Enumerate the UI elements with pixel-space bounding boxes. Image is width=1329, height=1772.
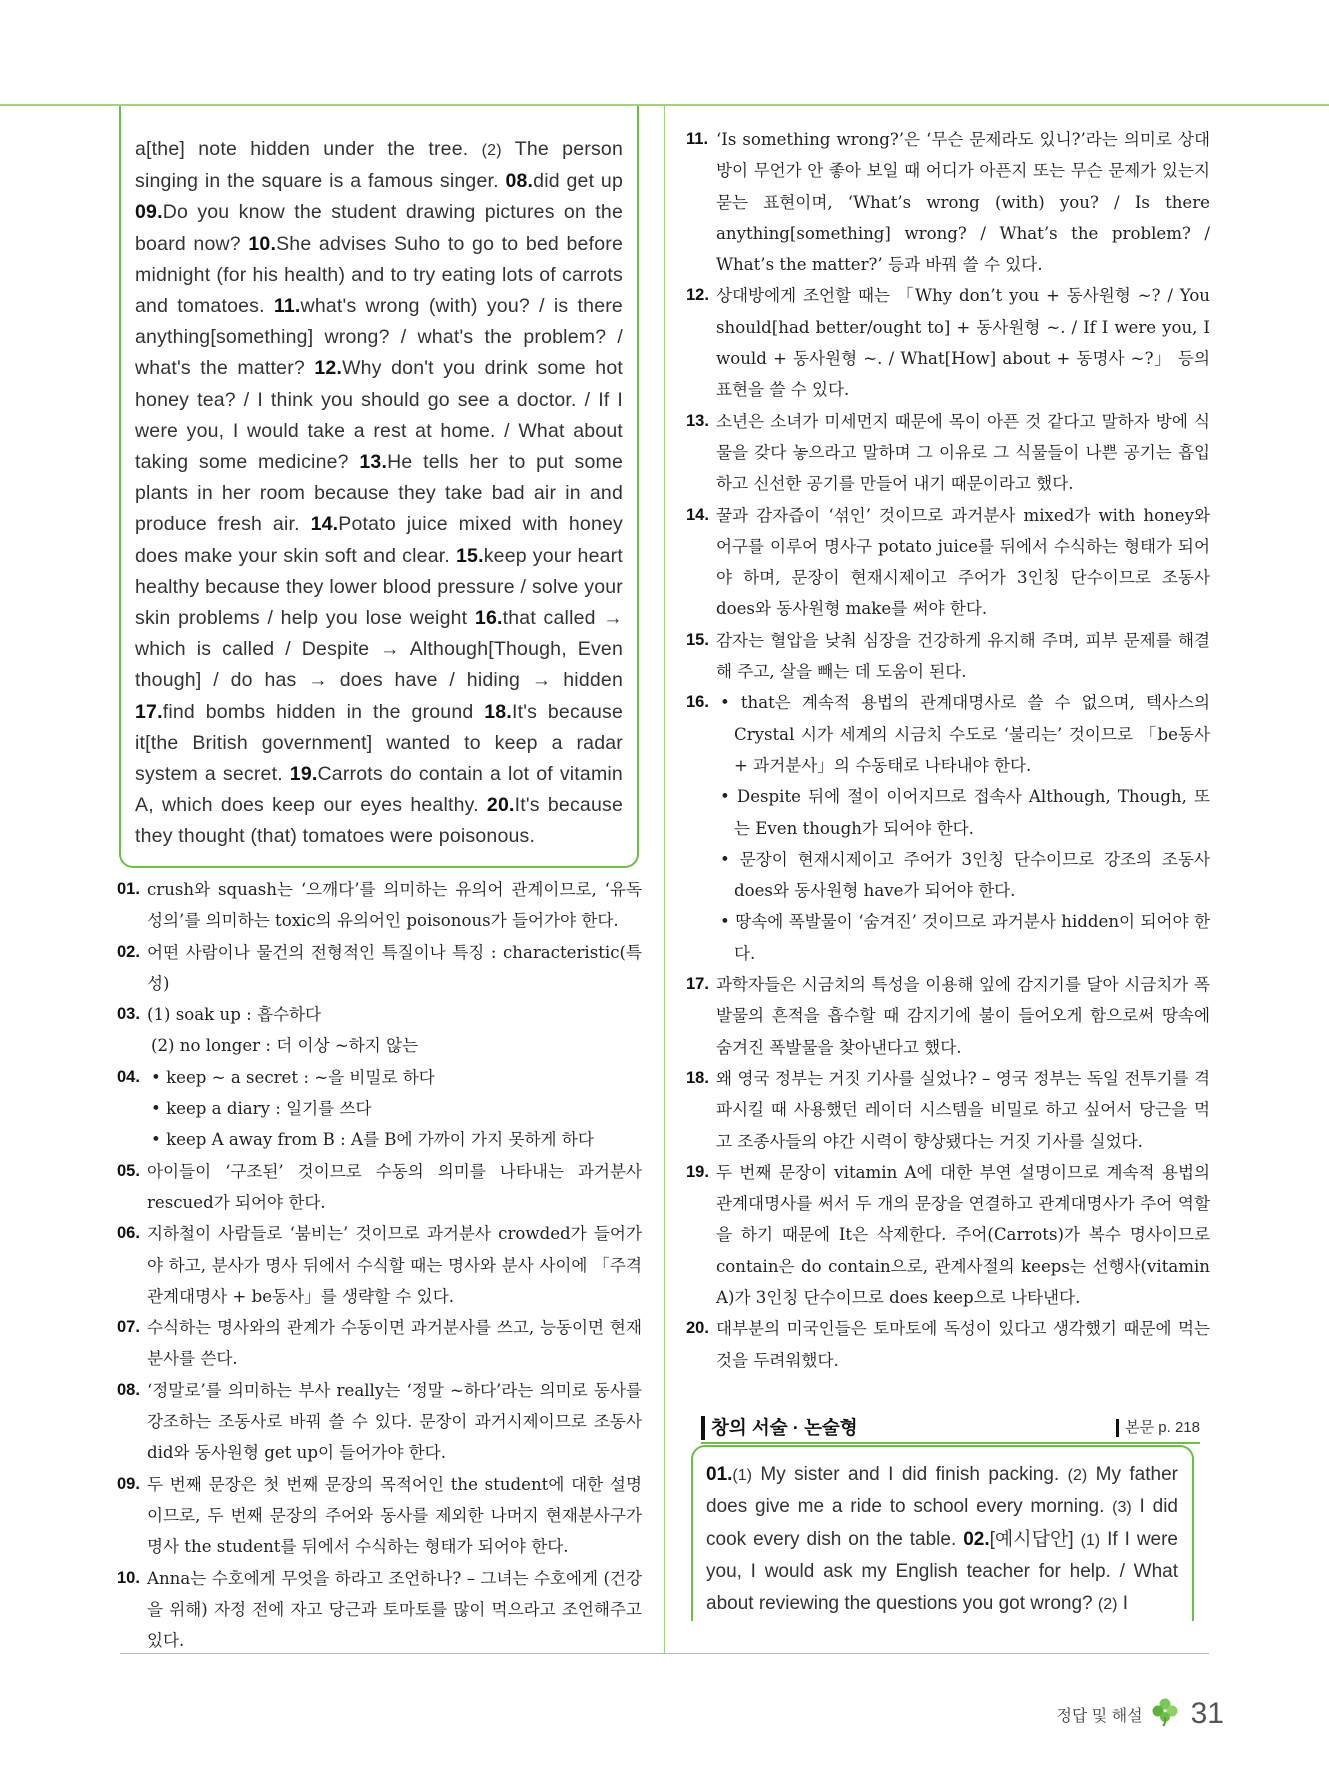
section-title: 창의 서술 · 논술형	[701, 1416, 864, 1440]
explanation-item: 02. 어떤 사람이나 물건의 전형적인 특질이나 특징 : characteristic(특성)	[117, 942, 642, 993]
page-reference: 본문 p. 218	[1116, 1419, 1200, 1437]
page-number: 31	[1190, 1697, 1224, 1730]
explanation-item: 20. 대부분의 미국인들은 토마토에 독성이 있다고 생각했기 때문에 먹는 것을 두려워했다.	[686, 1319, 1210, 1370]
explanation-item: 13. 소년은 소녀가 미세먼지 때문에 목이 아픈 것 같다고 말하자 방에 식물을 갖다 놓으라고 말하며 그 이유로 그 식물들이 나쁜 공기는 흡입하고 신선한 공기를 만들어 내기 때문이라고 했다.	[686, 411, 1210, 494]
explanation-item: 10. Anna는 수호에게 무엇을 하라고 조언하나? – 그녀는 수호에게 (건강을 위해) 자정 전에 자고 당근과 토마토를 많이 먹으라고 조언해주고 있다.	[117, 1568, 642, 1651]
footer-label: 정답 및 해설	[1056, 1707, 1143, 1725]
answer-box	[119, 106, 639, 868]
explanation-item: 18. 왜 영국 정부는 거짓 기사를 실었나? – 영국 정부는 독일 전투기를 격파시킬 때 사용했던 레이더 시스템을 비밀로 하고 싶어서 당근을 먹고 조종사들의 야간 시력이 향상됐다는 거짓 기사를 실었다.	[686, 1068, 1210, 1151]
column-divider	[664, 106, 665, 1653]
clover-icon	[1151, 1697, 1179, 1731]
explanation-item: 09. 두 번째 문장은 첫 번째 문장의 목적어인 the student에 대한 설명이므로, 두 번째 문장의 주어와 동사를 제외한 나머지 현재분사구가 명사 the student를 뒤에서 수식하는 형태가 되어야 한다.	[117, 1474, 642, 1557]
explanation-item: 07. 수식하는 명사와의 관계가 수동이면 과거분사를 쓰고, 능동이면 현재분사를 쓴다.	[117, 1318, 642, 1369]
page-footer	[1056, 1694, 1224, 1734]
explanation-item: 15. 감자는 혈압을 낮춰 심장을 건강하게 유지해 주며, 피부 문제를 해결해 주고, 살을 빼는 데 도움이 된다.	[686, 630, 1210, 682]
explanation-item: 05. 아이들이 ‘구조된’ 것이므로 수동의 의미를 나타내는 과거분사 rescued가 되어야 한다.	[117, 1161, 642, 1212]
creative-answer-text: 01.(1) My sister and I did finish packing. (2) My father does give me a ride to school every morning. (3) I did cook every dish on the table. 02.[예시답안] (1) If I were you, I would ask my English teacher for help. / What about reviewing the questions you got wrong? (2) I	[706, 1464, 1179, 1614]
creative-answer-box	[691, 1445, 1194, 1621]
explanation-item: 01. crush와 squash는 ‘으깨다’를 의미하는 유의어 관계이므로, ‘유독성의’를 의미하는 toxic의 유의어인 poisonous가 들어가야 한다.	[117, 880, 642, 931]
answer-text: a[the] note hidden under the tree. (2) The person singing in the square is a famous singer. 08.did get up 09.Do you know the student drawing pictures on the board now? 10.She advises Suho to go to bed before midnight (for his health) and to try eating lots of carrots and tomatoes. 11.what's wrong (with) you? / is there anything[something] wrong? / what's the problem? / what's the matter? 12.Why don't you drink some hot honey tea? / I think you should go see a doctor. / If I were you, I would take a rest at home. / What about taking some medicine? 13.He tells her to put some plants in her room because they take bad air in and produce fresh air. 14.Potato juice mixed with honey does make your skin soft and clear. 15.keep your heart healthy because they lower blood pressure / solve your skin problems / help you lose weight 16.that called → which is called / Despite → Although[Though, Even though] / do has → does have / hiding → hidden 17.find bombs hidden in the ground 18.It's because it[the British government] wanted to keep a radar system a secret. 19.Carrots do contain a lot of vitamin A, which does keep our eyes healthy. 20.It's because they thought (that) tomatoes were poisonous.	[135, 138, 624, 848]
section-header	[701, 1416, 1200, 1442]
explanation-item: 17. 과학자들은 시금치의 특성을 이용해 잎에 감지기를 달아 시금치가 폭발물의 흔적을 흡수할 때 감지기에 불이 들어오게 함으로써 땅속에 숨겨진 폭발물을 찾아낸다고 했다.	[686, 975, 1210, 1057]
section-underline	[701, 1442, 1200, 1444]
explanation-item: 12. 상대방에게 조언할 때는 「Why don’t you + 동사원형 ~? / You should[had better/ought to] + 동사원형 ~. / If I were you, I would + 동사원형 ~. / What[How] about + 동명사 ~?」 등의 표현을 쓸 수 있다.	[686, 286, 1210, 400]
explanation-item: 11. ‘Is something wrong?’은 ‘무슨 문제라도 있니?’라는 의미로 상대방이 무언가 안 좋아 보일 때 어디가 아픈지 또는 무슨 문제가 있는지 묻는 표현이며, ‘What’s wrong (with) you? / Is there anything[something] wrong? / What’s the problem? / What’s the matter?’ 등과 바꿔 쓸 수 있다.	[686, 130, 1210, 275]
explanation-item: 14. 꿀과 감자즙이 ‘섞인’ 것이므로 과거분사 mixed가 with honey와 어구를 이루어 명사구 potato juice를 뒤에서 수식하는 형태가 되어야 하며, 문장이 현재시제이고 주어가 3인칭 단수이므로 조동사 does와 동사원형 make를 써야 한다.	[686, 505, 1210, 619]
explanation-item: 08. ‘정말로’를 의미하는 부사 really는 ‘정말 ~하다’라는 의미로 동사를 강조하는 조동사로 바꿔 쓸 수 있다. 문장이 과거시제이므로 조동사 did와 동사원형 get up이 들어가야 한다.	[117, 1380, 642, 1463]
left-explanations	[117, 874, 642, 1656]
right-explanations	[686, 124, 1210, 1376]
explanation-item: 03. (1) soak up : 흡수하다 (2) no longer : 더 이상 ~하지 않는	[117, 1005, 419, 1056]
explanation-item: 06. 지하철이 사람들로 ‘붐비는’ 것이므로 과거분사 crowded가 들어가야 하고, 분사가 명사 뒤에서 수식할 때는 명사와 분사 사이에 「주격 관계대명사 + be동사」를 생략할 수 있다.	[117, 1224, 642, 1306]
explanation-item: 19. 두 번째 문장이 vitamin A에 대한 부연 설명이므로 계속적 용법의 관계대명사를 써서 두 개의 문장을 연결하고 관계대명사가 주어 역할을 하기 때문에 It은 삭제한다. 주어(Carrots)가 복수 명사이므로 contain은 do contain으로, 관계사절의 keeps는 선행사(vitamin A)가 3인칭 단수이므로 does keep으로 나타낸다.	[686, 1162, 1210, 1307]
explanation-item: 04. • keep ~ a secret : ~을 비밀로 하다 • keep a diary : 일기를 쓰다 • keep A away from B : A를 B에 가까이 가지 못하게 하다	[117, 1062, 642, 1156]
explanation-item: 16. • that은 계속적 용법의 관계대명사로 쓸 수 없으며, 텍사스의 Crystal 시가 세계의 시금치 수도로 ‘불리는’ 것이므로 「be동사 + 과거분사」의 수동태로 나타내야 한다. • Despite 뒤에 절이 이어지므로 접속사 Although, Though, 또는 Even though가 되어야 한다. • 문장이 현재시제이고 주어가 3인칭 단수이므로 강조의 조동사 does와 동사원형 have가 되어야 한다. • 땅속에 폭발물이 ‘숨겨진’ 것이므로 과거분사 hidden이 되어야 한다.	[686, 687, 1210, 969]
